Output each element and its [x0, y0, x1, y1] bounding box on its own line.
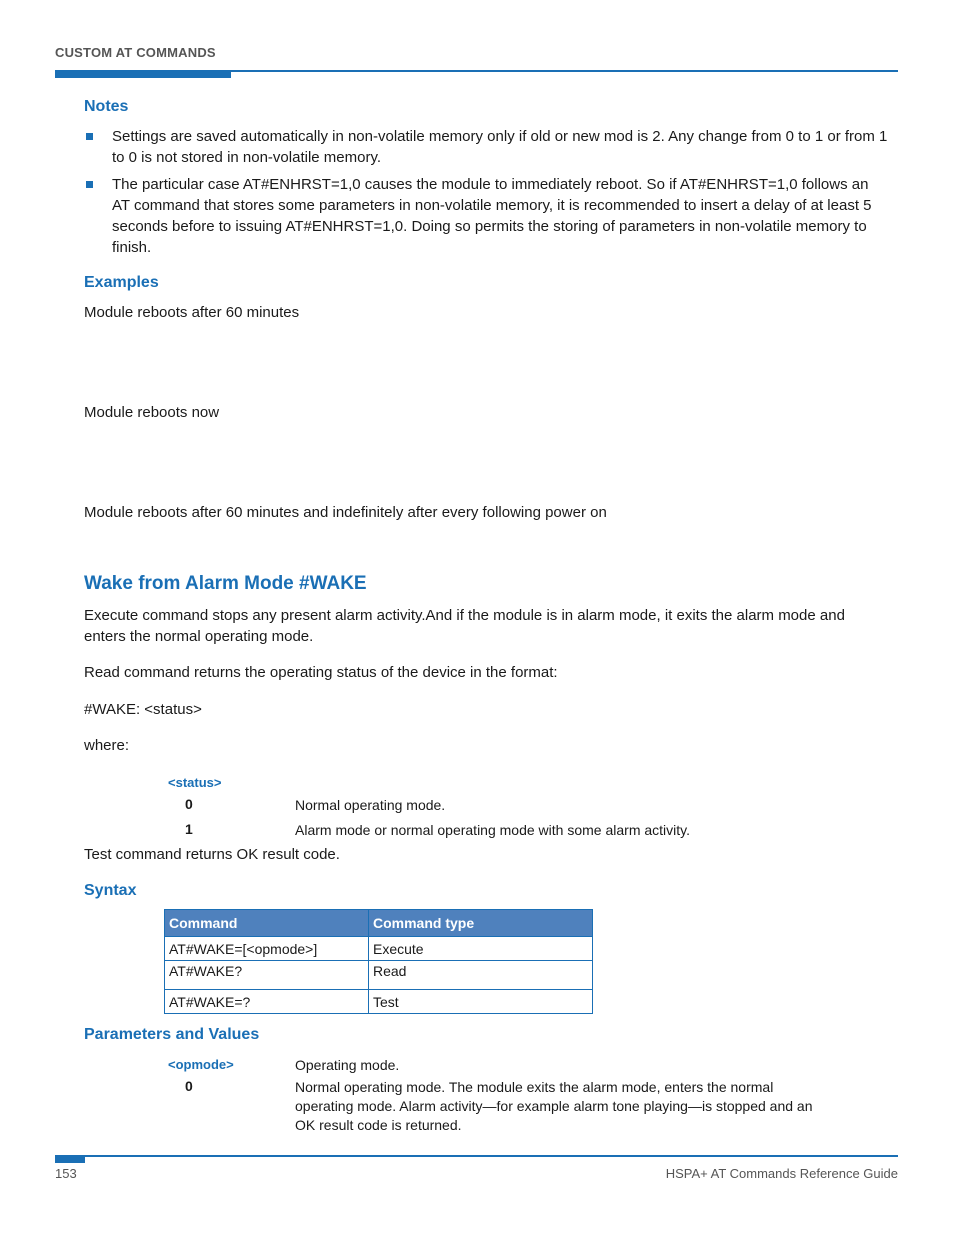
examples-heading: Examples [84, 274, 159, 291]
read-description: Read command returns the operating status of the device in the format: [84, 664, 558, 681]
table-header-row [165, 910, 593, 937]
wake-description: Execute command stops any present alarm activity.And if the module is in alarm mode, it exits the alarm mode and enters the normal operating mode. [84, 607, 845, 645]
page-number: 153 [55, 1166, 77, 1181]
document-title: HSPA+ AT Commands Reference Guide [665, 1166, 898, 1181]
header-accent-bar [55, 70, 231, 78]
param-value-desc: Alarm mode or normal operating mode with some alarm activity. [295, 822, 691, 838]
param-name-status: <status> [168, 775, 222, 790]
syntax-table [164, 909, 593, 1014]
test-description: Test command returns OK result code. [84, 846, 340, 863]
command-type-cell: Read [369, 961, 593, 990]
command-cell: AT#WAKE=[<opmode>] [165, 937, 369, 961]
params-heading: Parameters and Values [84, 1026, 260, 1043]
command-cell: AT#WAKE=? [165, 990, 369, 1014]
command-type-cell: Execute [369, 937, 593, 961]
param-value: 0 [185, 1078, 193, 1094]
param-value: 1 [185, 821, 193, 837]
notes-item-text: The particular case AT#ENHRST=1,0 causes the module to immediately reboot. So if AT#ENHRST=1,0 follows an AT command that stores some parameters in non-volatile memory, it is recommended to insert a delay of at least 5 seconds before to issuing AT#ENHRST=1,0. Doing so permits the storing of parameters in non-volatile memory to finish. [112, 176, 872, 256]
column-header: Command [165, 910, 369, 937]
example-text: Module reboots after 60 minutes [84, 304, 300, 321]
notes-item-text: Settings are saved automatically in non-volatile memory only if old or new mod is 2. Any change from 0 to 1 or from 1 to 0 is not stored in non-volatile memory. [112, 128, 888, 166]
notes-heading: Notes [84, 98, 129, 115]
command-type-cell: Test [369, 990, 593, 1014]
example-text: Module reboots after 60 minutes and indefinitely after every following power on [84, 504, 607, 521]
bullet-square-icon [86, 181, 93, 188]
syntax-heading: Syntax [84, 882, 137, 899]
section-header: CUSTOM AT COMMANDS [55, 45, 216, 60]
column-header: Command type [369, 910, 593, 937]
table-row [165, 937, 593, 961]
param-name-opmode: <opmode> [168, 1057, 234, 1072]
footer-accent-bar [55, 1155, 85, 1163]
param-value-desc: Normal operating mode. [295, 797, 446, 813]
example-text: Module reboots now [84, 404, 220, 421]
notes-item [84, 174, 889, 258]
table-row [165, 990, 593, 1014]
command-cell: AT#WAKE? [165, 961, 369, 990]
table-row [165, 961, 593, 990]
notes-item [84, 126, 889, 168]
section-title: Wake from Alarm Mode #WAKE [84, 573, 367, 594]
where-label: where: [84, 737, 130, 754]
response-format: #WAKE: <status> [84, 701, 202, 718]
bullet-square-icon [86, 133, 93, 140]
param-value: 0 [185, 796, 193, 812]
footer-rule [55, 1155, 898, 1157]
param-value-desc: Normal operating mode. The module exits the alarm mode, enters the normal operating mode. Alarm activity—for example alarm tone playing—is stopped and an OK result code is returned. [295, 1079, 813, 1133]
param-desc: Operating mode. [295, 1057, 400, 1073]
